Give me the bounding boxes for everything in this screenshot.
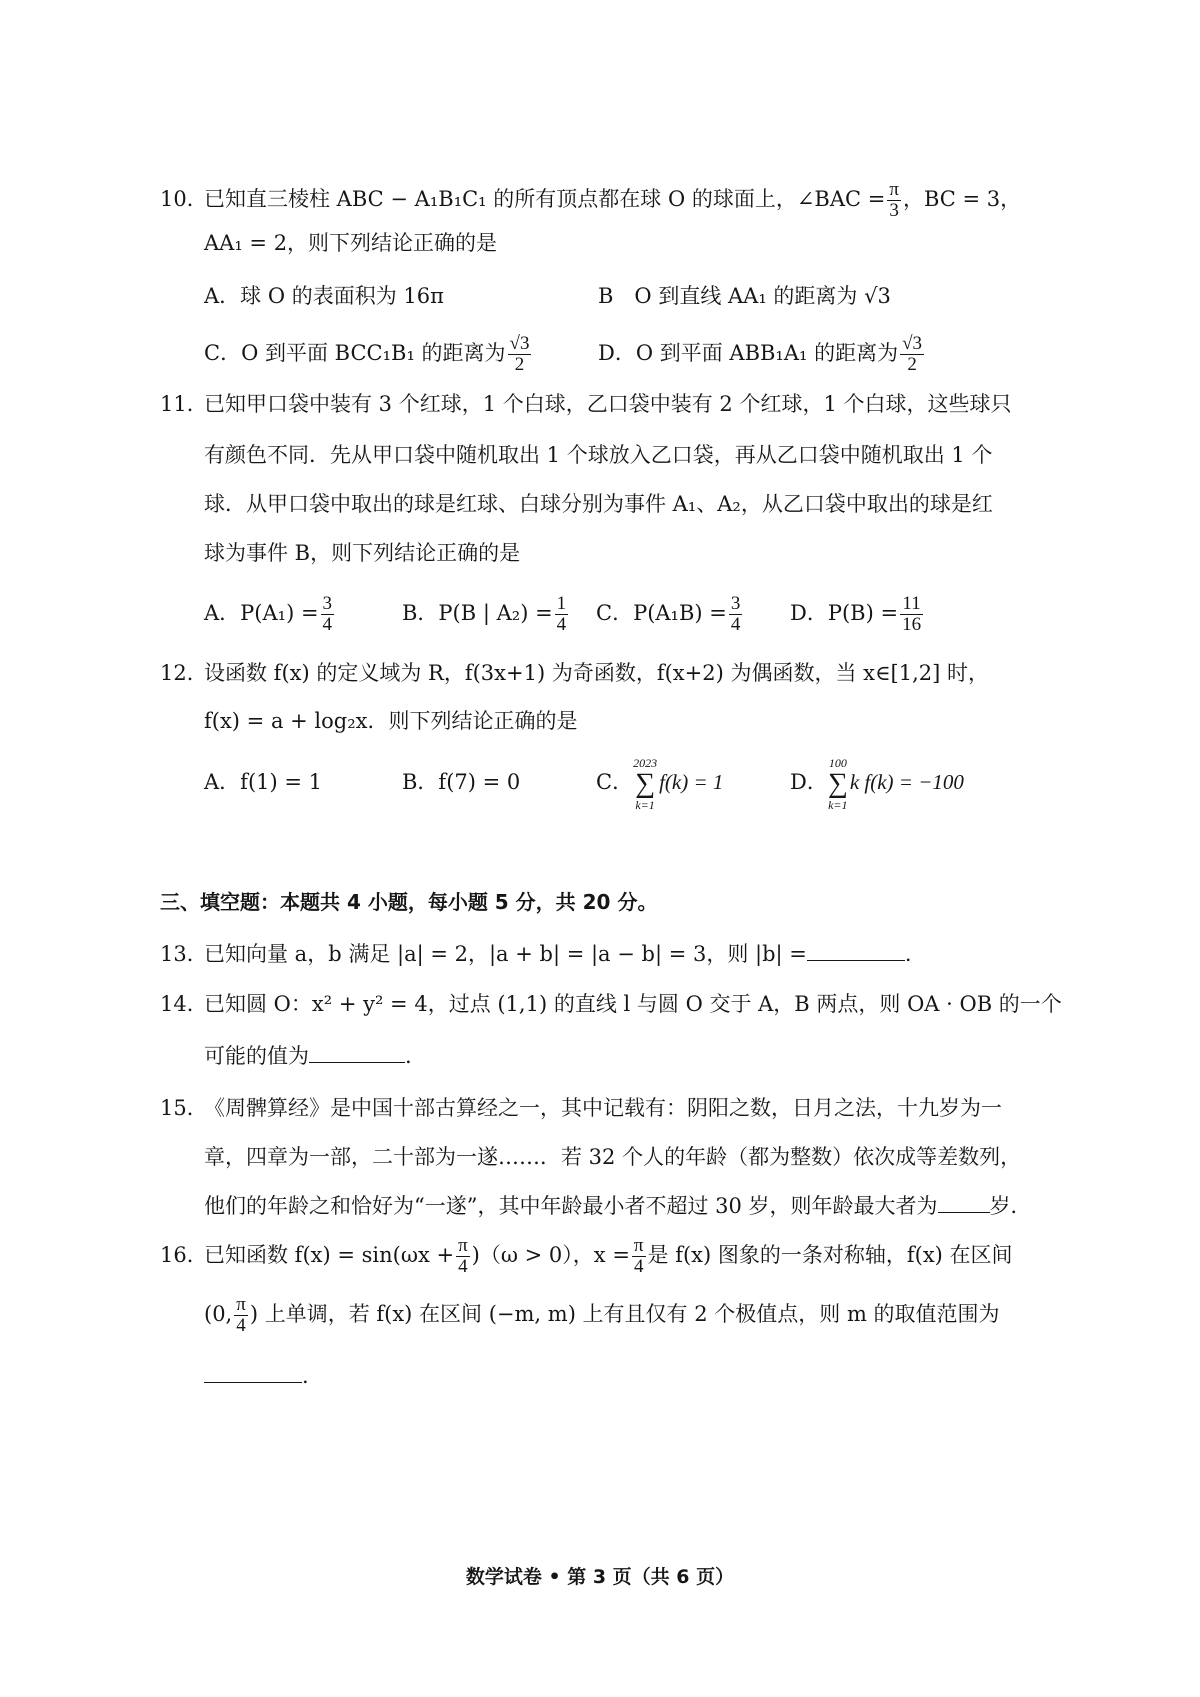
q16-number: 16．: [160, 1243, 208, 1267]
q11-stem-1: 已知甲口袋中装有 3 个红球，1 个白球，乙口袋中装有 2 个红球，1 个白球，这些球只: [204, 392, 1012, 416]
q16-answer-blank[interactable]: [204, 1360, 302, 1383]
q11-option-d: D．P(B) = $\frac{11}{16}$: [790, 593, 922, 635]
q12-option-c-sum-symbol: 2023 ∑ k=1: [633, 755, 658, 812]
q15-answer-blank[interactable]: [938, 1190, 990, 1213]
q11-option-a-fraction: $\frac{3}{4}$: [322, 593, 333, 635]
q10-angle-fraction: $\frac{\pi}{3}$: [889, 179, 899, 221]
q12-option-a: A．f(1) = 1: [204, 770, 322, 794]
q14-stem-1: 已知圆 O：x² + y² = 4，过点 (1,1) 的直线 l 与圆 O 交于 A，B 两点，则 OA · OB 的一个: [204, 992, 1062, 1016]
q16-line-3: .: [204, 1360, 309, 1391]
section-3-title: 三、填空题：本题共 4 小题，每小题 5 分，共 20 分。: [160, 890, 658, 914]
q10-option-a: A．球 O 的表面积为 16π: [204, 284, 444, 308]
q10-line-2: AA₁ = 2，则下列结论正确的是: [204, 231, 498, 255]
q16-fraction-2: $\frac{\pi}{4}$: [633, 1235, 644, 1277]
q10-option-d-text: D．O 到平面 ABB₁A₁ 的距离为: [598, 341, 899, 365]
q11-line-2: 有颜色不同．先从甲口袋中随机取出 1 个球放入乙口袋，再从乙口袋中随机取出 1 个: [204, 443, 993, 467]
q11-number: 11．: [160, 392, 208, 416]
q15-line-3: 他们的年龄之和恰好为“一遂”，其中年龄最小者不超过 30 岁，则年龄最大者为 岁．: [204, 1190, 1032, 1221]
q10-stem-tail: ，BC = 3，: [902, 187, 1022, 211]
q15-stem-3: 他们的年龄之和恰好为“一遂”，其中年龄最小者不超过 30 岁，则年龄最大者为: [204, 1194, 938, 1218]
q14-line-1: [160, 989, 1062, 1019]
q11-option-b: B．P(B | A₂) = $\frac{1}{4}$: [402, 593, 567, 635]
q12-stem-1: 设函数 f(x) 的定义域为 R，f(3x+1) 为奇函数，f(x+2) 为偶函数，当 x∈[1,2] 时，: [204, 661, 989, 685]
q10-stem: 已知直三棱柱 ABC − A₁B₁C₁ 的所有顶点都在球 O 的球面上，∠BAC =: [204, 187, 886, 211]
q15-stem-1: 《周髀算经》是中国十部古算经之一，其中记载有：阴阳之数，日月之法，十九岁为一: [204, 1096, 1002, 1120]
q10-option-c: [204, 334, 533, 375]
q11-option-c: C．P(A₁B) = $\frac{3}{4}$: [596, 593, 741, 635]
q11-line-3: 球．从甲口袋中取出的球是红球、白球分别为事件 A₁、A₂，从乙口袋中取出的球是红: [204, 492, 993, 516]
q12-option-d-sum-symbol: 100 ∑ k=1: [827, 755, 848, 812]
q16-line-2: (0, $\frac{\pi}{4}$ ) 上单调，若 f(x) 在区间 (−m, m) 上有且仅有 2 个极值点，则 m 的取值范围为: [204, 1294, 1000, 1336]
q10-option-c-fraction: $\frac{√3}{2}$: [509, 333, 530, 375]
q15-line-2: 章，四章为一部，二十部为一遂……．若 32 个人的年龄（都为整数）依次成等差数列，: [204, 1145, 1022, 1169]
q11-option-c-fraction: $\frac{3}{4}$: [730, 593, 741, 635]
q11-option-b-fraction: $\frac{1}{4}$: [556, 593, 567, 635]
q12-option-c: C． 2023 ∑ k=1 f(k) = 1: [596, 755, 724, 812]
q15-line-1: [160, 1093, 1002, 1123]
q14-stem-2: 可能的值为: [204, 1044, 309, 1068]
q13-stem: 已知向量 a，b 满足 |a| = 2，|a + b| = |a − b| = 3，则 |b| =: [204, 942, 807, 966]
q12-line-1: [160, 658, 989, 688]
q11-option-a: A．P(A₁) = $\frac{3}{4}$: [204, 593, 333, 635]
q10-option-c-text: C．O 到平面 BCC₁B₁ 的距离为: [204, 341, 506, 365]
q14-answer-blank[interactable]: [309, 1040, 405, 1063]
q11-line-1: [160, 389, 1012, 419]
page-footer: 数学试卷 • 第 3 页（共 6 页）: [465, 1566, 735, 1588]
q10-option-d-fraction: $\frac{√3}{2}$: [902, 333, 923, 375]
q12-line-2: f(x) = a + log₂x．则下列结论正确的是: [204, 709, 578, 733]
q12-option-b: B．f(7) = 0: [402, 770, 521, 794]
q10-number: 10．: [160, 187, 208, 211]
q10-option-b: B O 到直线 AA₁ 的距离为 √3: [598, 284, 891, 308]
q13-line: 13．已知向量 a，b 满足 |a| = 2，|a + b| = |a − b| = 3，则 |b| = .: [160, 938, 912, 969]
q10-option-d: [598, 334, 926, 375]
q12-option-d: D． 100 ∑ k=1 k f(k) = −100: [790, 755, 964, 812]
q15-number: 15．: [160, 1096, 208, 1120]
q14-line-2: 可能的值为 .: [204, 1040, 412, 1071]
q11-line-4: 球为事件 B，则下列结论正确的是: [204, 541, 521, 565]
q13-answer-blank[interactable]: [807, 938, 905, 961]
q14-number: 14．: [160, 992, 208, 1016]
q16-fraction-3: $\frac{\pi}{4}$: [236, 1294, 246, 1336]
q12-number: 12．: [160, 661, 208, 685]
q10-line-1: [160, 180, 1021, 221]
q16-line-1: 16．已知函数 f(x) = sin(ωx + $\frac{\pi}{4}$ )（ω > 0），x = $\frac{\pi}{4}$ 是 f(x) 图象的一条对称轴，f(x) 在区间: [160, 1235, 1013, 1277]
q11-option-d-fraction: $\frac{11}{16}$: [902, 593, 922, 635]
q16-fraction-1: $\frac{\pi}{4}$: [458, 1235, 468, 1277]
q13-number: 13．: [160, 942, 208, 966]
